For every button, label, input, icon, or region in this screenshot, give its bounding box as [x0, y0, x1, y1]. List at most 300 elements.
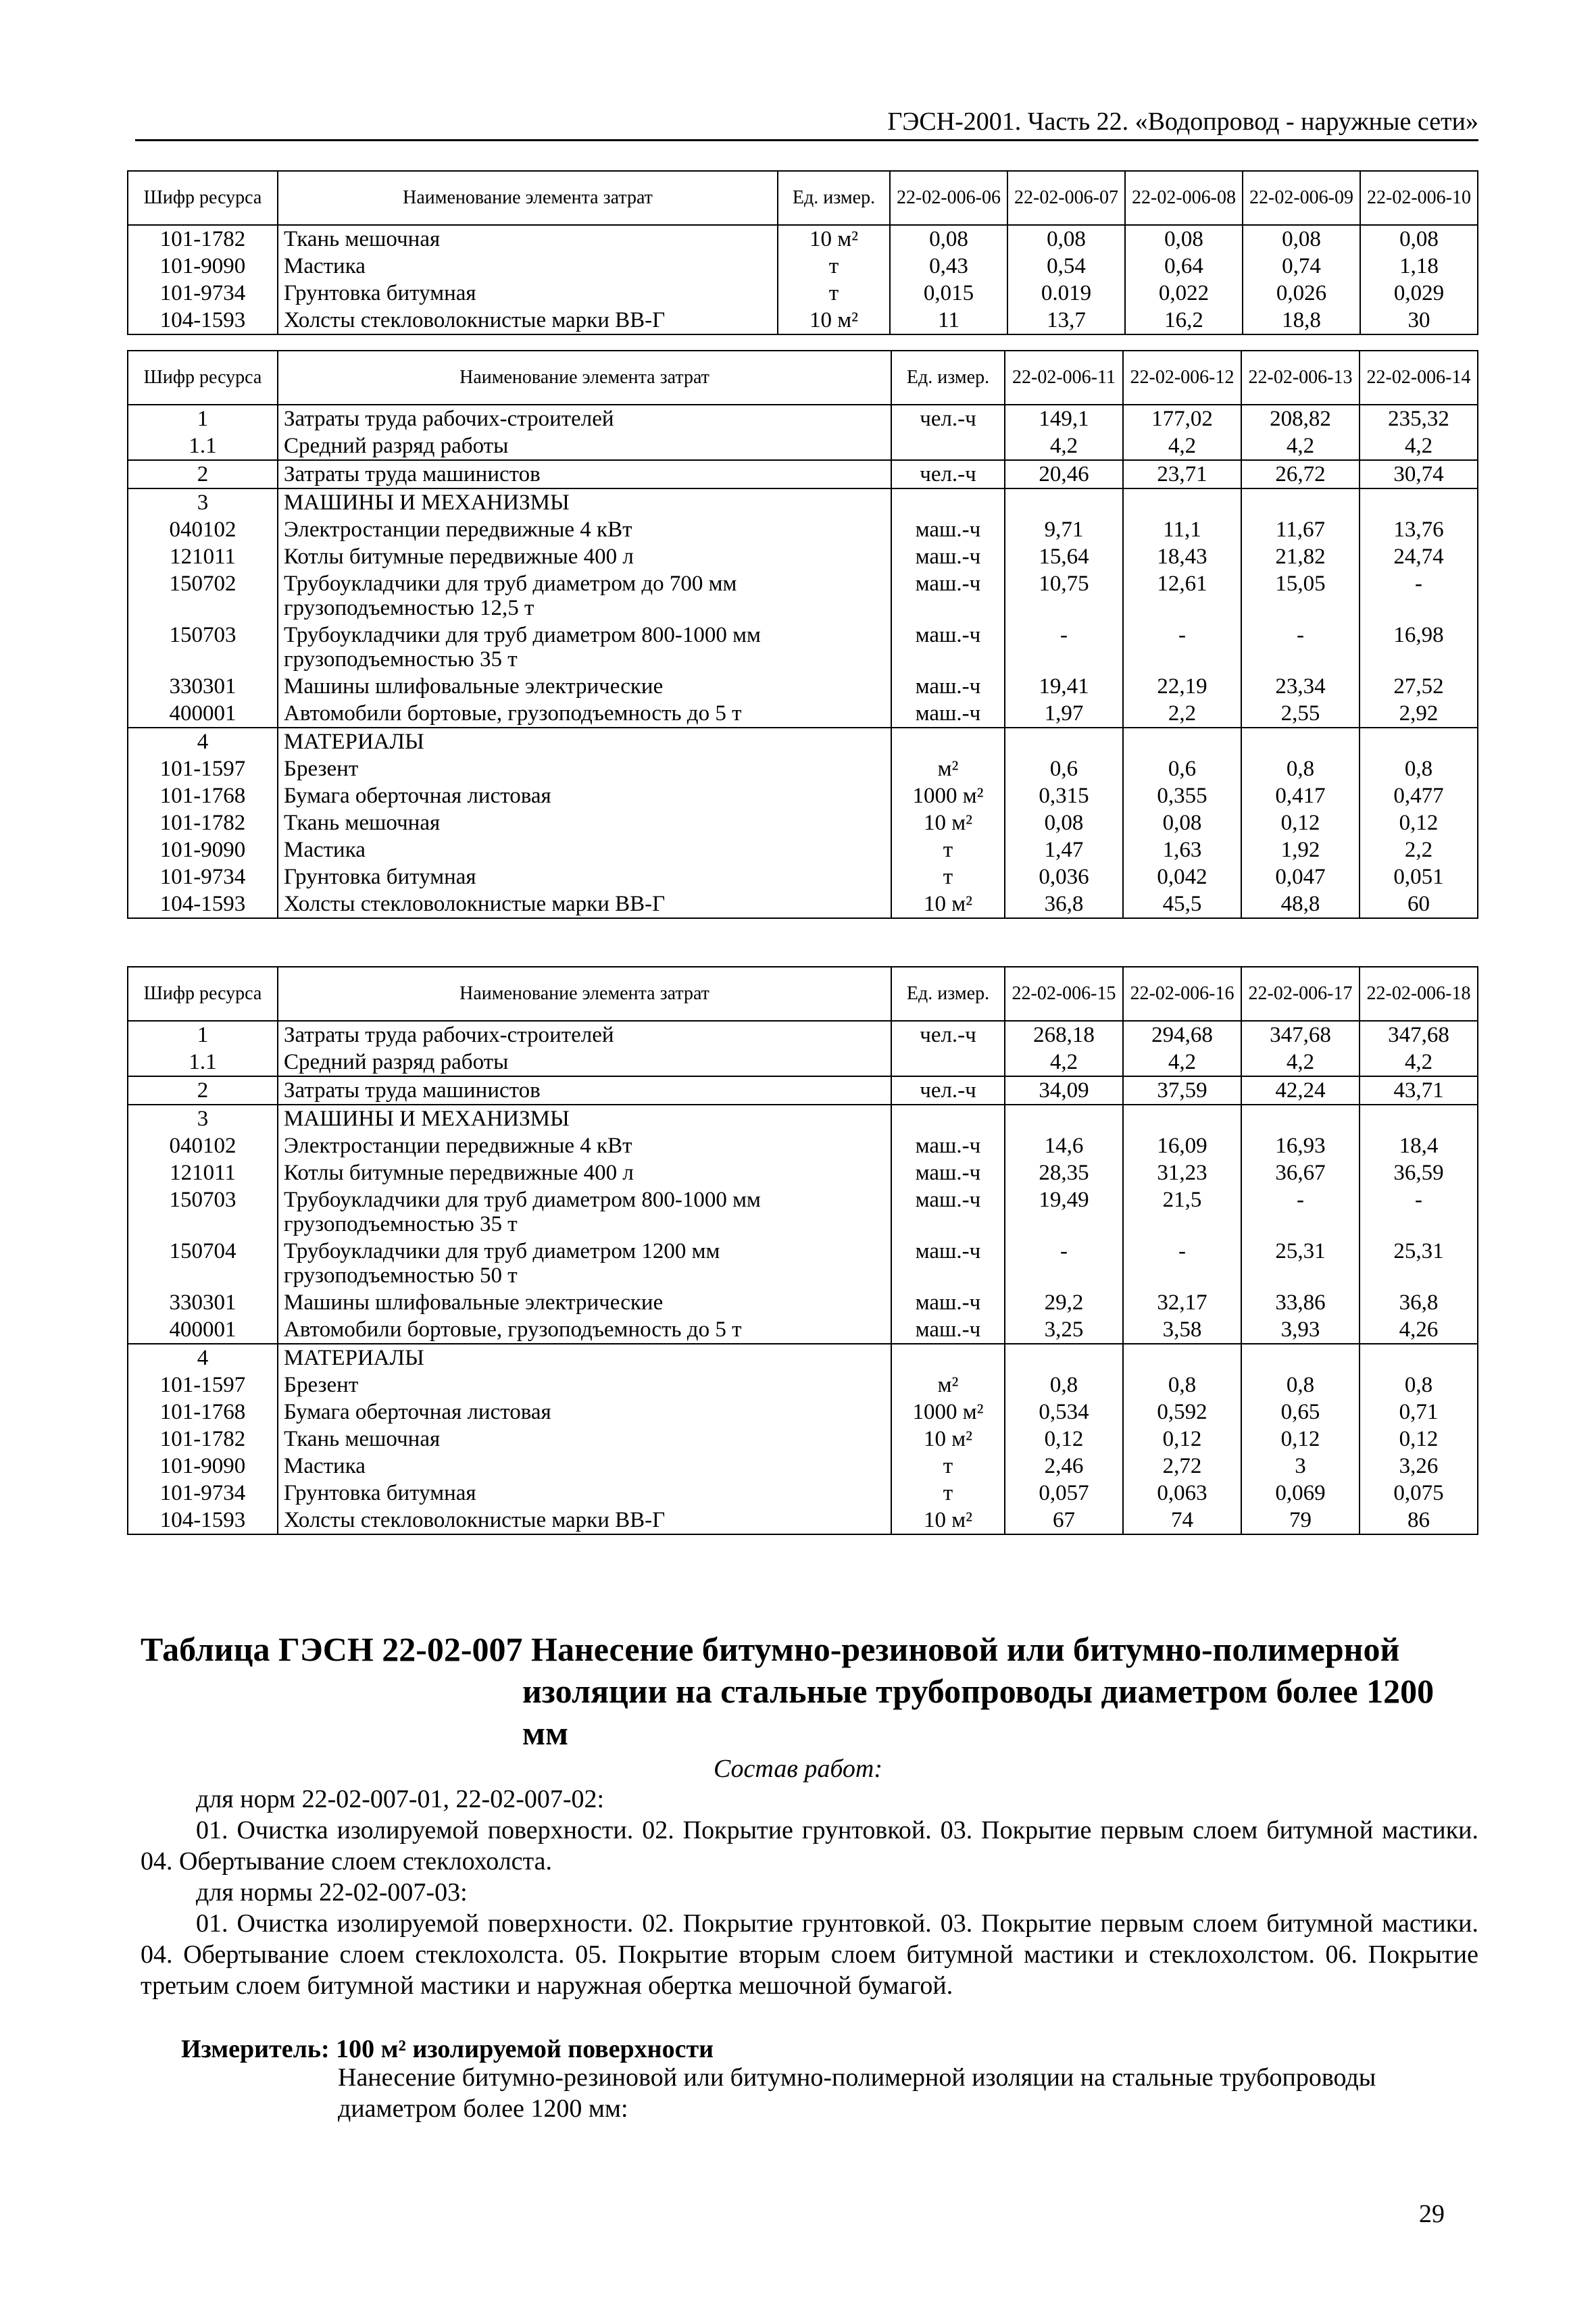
resource-name: МАШИНЫ И МЕХАНИЗМЫ [278, 488, 891, 516]
resource-name: Электростанции передвижные 4 кВт [278, 1132, 891, 1159]
norm-value [1241, 1105, 1360, 1132]
norm-value: 0,64 [1125, 253, 1243, 280]
norm-value: 12,61 [1123, 570, 1241, 622]
norm-value: 18,4 [1360, 1132, 1478, 1159]
resource-code: 1 [128, 1021, 278, 1049]
norm-value: 235,32 [1360, 405, 1478, 432]
norm-value: 16,93 [1241, 1132, 1360, 1159]
table-row [128, 1076, 1478, 1105]
norm-value: 0,8 [1360, 1372, 1478, 1399]
norm-value: 43,71 [1360, 1076, 1478, 1105]
unit-of-measure [891, 432, 1005, 460]
unit-of-measure: маш.-ч [891, 570, 1005, 622]
header-norm: 22-02-006-16 [1123, 967, 1241, 1021]
resource-name: Автомобили бортовые, грузоподъемность до 5 т [278, 1316, 891, 1344]
norm-value: 21,82 [1241, 543, 1360, 570]
norm-value: 15,05 [1241, 570, 1360, 622]
norm-value: 20,46 [1005, 460, 1123, 488]
norm-value [1360, 488, 1478, 516]
unit-of-measure: 10 м² [891, 1507, 1005, 1534]
norm-value: 2,55 [1241, 700, 1360, 728]
header-norm: 22-02-006-08 [1125, 171, 1243, 225]
norm-value: 2,92 [1360, 700, 1478, 728]
unit-of-measure: маш.-ч [891, 516, 1005, 543]
unit-of-measure [891, 488, 1005, 516]
norm-value: 4,2 [1005, 1049, 1123, 1076]
norm-value: 4,2 [1123, 432, 1241, 460]
resource-name: МАШИНЫ И МЕХАНИЗМЫ [278, 1105, 891, 1132]
section-title [141, 1628, 1478, 1754]
resource-name: Грунтовка битумная [278, 280, 778, 307]
table-row [128, 280, 1478, 307]
resource-name: Брезент [278, 1372, 891, 1399]
unit-of-measure: чел.-ч [891, 1076, 1005, 1105]
norm-value: 9,71 [1005, 516, 1123, 543]
table-row [128, 1021, 1478, 1049]
resource-name: Трубоукладчики для труб диаметром 1200 мм грузоподъемностью 50 т [278, 1238, 891, 1289]
resource-code: 400001 [128, 700, 278, 728]
header-norm: 22-02-006-18 [1360, 967, 1478, 1021]
resource-code: 3 [128, 488, 278, 516]
resource-code: 4 [128, 728, 278, 755]
resource-code: 2 [128, 1076, 278, 1105]
norm-value: 37,59 [1123, 1076, 1241, 1105]
norm-value: 13,76 [1360, 516, 1478, 543]
table-row [128, 1289, 1478, 1316]
table-row [128, 1238, 1478, 1289]
norm-value: 268,18 [1005, 1021, 1123, 1049]
norm-value: 48,8 [1241, 890, 1360, 918]
resource-code: 101-1768 [128, 1399, 278, 1426]
norm-value: 0,08 [1123, 809, 1241, 836]
table-row [128, 405, 1478, 432]
resource-name: Бумага оберточная листовая [278, 782, 891, 809]
table-row [128, 1344, 1478, 1372]
norm-value: 149,1 [1005, 405, 1123, 432]
norm-value: 4,26 [1360, 1316, 1478, 1344]
norm-value: 0,08 [1125, 225, 1243, 253]
table-row [128, 782, 1478, 809]
norm-value: 15,64 [1005, 543, 1123, 570]
unit-of-measure [891, 728, 1005, 755]
resource-code: 330301 [128, 1289, 278, 1316]
resource-code: 040102 [128, 516, 278, 543]
page-number: 29 [1419, 2200, 1445, 2228]
norm-value: 0,08 [1005, 809, 1123, 836]
header-norm: 22-02-006-09 [1243, 171, 1360, 225]
norm-value: 0,015 [890, 280, 1007, 307]
norm-value: 34,09 [1005, 1076, 1123, 1105]
norm-value: 67 [1005, 1507, 1123, 1534]
resource-name: Трубоукладчики для труб диаметром 800-1000 мм грузоподъемностью 35 т [278, 1186, 891, 1238]
table-row [128, 460, 1478, 488]
norm-value: 0,8 [1123, 1372, 1241, 1399]
norm-value: 0,8 [1005, 1372, 1123, 1399]
resource-name: Средний разряд работы [278, 1049, 891, 1076]
norm-value: 24,74 [1360, 543, 1478, 570]
norm-value: 29,2 [1005, 1289, 1123, 1316]
unit-of-measure: т [891, 1453, 1005, 1480]
header-name: Наименование элемента затрат [278, 351, 891, 405]
unit-of-measure: 1000 м² [891, 782, 1005, 809]
resource-name: Затраты труда рабочих-строителей [278, 1021, 891, 1049]
resource-name: Машины шлифовальные электрические [278, 1289, 891, 1316]
norm-value: 74 [1123, 1507, 1241, 1534]
norm-value: 13,7 [1007, 307, 1125, 334]
resource-table-1 [127, 170, 1478, 335]
norm-value: 36,8 [1360, 1289, 1478, 1316]
norm-value: 0,08 [890, 225, 1007, 253]
norm-value [1241, 488, 1360, 516]
section-title-line: Таблица ГЭСН 22-02-007 Нанесение битумно-резиновой или битумно-полимерной [141, 1630, 1400, 1668]
section-title-line: изоляции на стальные трубопроводы диаметром более 1200 мм [522, 1672, 1435, 1752]
table-row [128, 836, 1478, 863]
resource-table-3 [127, 966, 1478, 1535]
norm-value: 0,6 [1005, 755, 1123, 782]
resource-name: Ткань мешочная [278, 225, 778, 253]
norm-value: 0,047 [1241, 863, 1360, 890]
header-unit: Ед. измер. [891, 351, 1005, 405]
norm-value [1005, 728, 1123, 755]
resource-code: 040102 [128, 1132, 278, 1159]
norm-value: 16,09 [1123, 1132, 1241, 1159]
norm-value [1123, 1105, 1241, 1132]
resource-name: Грунтовка битумная [278, 863, 891, 890]
norm-value: 60 [1360, 890, 1478, 918]
norm-value: 0,057 [1005, 1480, 1123, 1507]
header-norm: 22-02-006-15 [1005, 967, 1123, 1021]
resource-code: 101-9090 [128, 836, 278, 863]
unit-of-measure: т [778, 253, 890, 280]
norm-value: 0,036 [1005, 863, 1123, 890]
unit-of-measure: маш.-ч [891, 673, 1005, 700]
norm-value: 4,2 [1360, 1049, 1478, 1076]
norm-value: 21,5 [1123, 1186, 1241, 1238]
unit-of-measure: 10 м² [891, 809, 1005, 836]
norm-value: 177,02 [1123, 405, 1241, 432]
unit-of-measure: маш.-ч [891, 1316, 1005, 1344]
table-row [128, 1507, 1478, 1534]
norm-value: 0,075 [1360, 1480, 1478, 1507]
unit-of-measure: маш.-ч [891, 1289, 1005, 1316]
norm-value: 79 [1241, 1507, 1360, 1534]
resource-code: 121011 [128, 543, 278, 570]
resource-code: 400001 [128, 1316, 278, 1344]
resource-code: 101-1768 [128, 782, 278, 809]
table-row [128, 755, 1478, 782]
resource-code: 1 [128, 405, 278, 432]
unit-of-measure: чел.-ч [891, 1021, 1005, 1049]
norm-value: 0,12 [1360, 809, 1478, 836]
norm-value: 0,08 [1360, 225, 1478, 253]
table-row [128, 700, 1478, 728]
norm-value: 10,75 [1005, 570, 1123, 622]
norm-value: 0,022 [1125, 280, 1243, 307]
resource-name: Бумага оберточная листовая [278, 1399, 891, 1426]
norm-value: 0,477 [1360, 782, 1478, 809]
unit-of-measure: м² [891, 1372, 1005, 1399]
norm-value: 0,71 [1360, 1399, 1478, 1426]
table-row [128, 570, 1478, 622]
resource-code: 101-9734 [128, 280, 278, 307]
resource-code: 3 [128, 1105, 278, 1132]
resource-name: Средний разряд работы [278, 432, 891, 460]
norm-value: 208,82 [1241, 405, 1360, 432]
norm-value: 31,23 [1123, 1159, 1241, 1186]
resource-code: 101-9734 [128, 863, 278, 890]
resource-name: Котлы битумные передвижные 400 л [278, 543, 891, 570]
norm-value: 28,35 [1005, 1159, 1123, 1186]
norm-value: 4,2 [1241, 1049, 1360, 1076]
norm-value: 0,65 [1241, 1399, 1360, 1426]
table-row [128, 1316, 1478, 1344]
norm-value: 0,8 [1241, 755, 1360, 782]
norm-value: 0,355 [1123, 782, 1241, 809]
table-row [128, 1453, 1478, 1480]
table-row [128, 488, 1478, 516]
resource-name: Трубоукладчики для труб диаметром 800-1000 мм грузоподъемностью 35 т [278, 622, 891, 673]
table-row [128, 1426, 1478, 1453]
resource-name: Электростанции передвижные 4 кВт [278, 516, 891, 543]
resource-name: Мастика [278, 1453, 891, 1480]
unit-of-measure: т [891, 836, 1005, 863]
table-row [128, 1132, 1478, 1159]
norm-value: 0,08 [1007, 225, 1125, 253]
resource-name: Затраты труда машинистов [278, 1076, 891, 1105]
measure-unit: Измеритель: 100 м² изолируемой поверхности [181, 2035, 714, 2063]
header-code: Шифр ресурса [128, 351, 278, 405]
table-row [128, 1159, 1478, 1186]
unit-of-measure: т [891, 1480, 1005, 1507]
norm-value: 1,63 [1123, 836, 1241, 863]
norm-value: 0,8 [1241, 1372, 1360, 1399]
resource-name: МАТЕРИАЛЫ [278, 728, 891, 755]
resource-table-2 [127, 350, 1478, 919]
norm-value: 26,72 [1241, 460, 1360, 488]
unit-of-measure: маш.-ч [891, 1238, 1005, 1289]
norm-value: - [1360, 1186, 1478, 1238]
resource-code: 104-1593 [128, 1507, 278, 1534]
works-composition-heading: Состав работ: [713, 1755, 883, 1783]
norm-value: 4,2 [1005, 432, 1123, 460]
unit-of-measure: м² [891, 755, 1005, 782]
header-norm: 22-02-006-13 [1241, 351, 1360, 405]
resource-name: Трубоукладчики для труб диаметром до 700 мм грузоподъемностью 12,5 т [278, 570, 891, 622]
unit-of-measure: т [778, 280, 890, 307]
norm-value: 0,6 [1123, 755, 1241, 782]
norm-value: 0,417 [1241, 782, 1360, 809]
unit-of-measure: маш.-ч [891, 1186, 1005, 1238]
header-norm: 22-02-006-14 [1360, 351, 1478, 405]
table-row [128, 1105, 1478, 1132]
norm-value: 294,68 [1123, 1021, 1241, 1049]
resource-name: Мастика [278, 836, 891, 863]
norm-value: 3,93 [1241, 1316, 1360, 1344]
norm-value: 19,41 [1005, 673, 1123, 700]
norm-value: 0,315 [1005, 782, 1123, 809]
norm-value: 1,18 [1360, 253, 1478, 280]
resource-code: 101-9734 [128, 1480, 278, 1507]
unit-of-measure: 1000 м² [891, 1399, 1005, 1426]
resource-code: 104-1593 [128, 890, 278, 918]
norm-value: 16,2 [1125, 307, 1243, 334]
header-code: Шифр ресурса [128, 171, 278, 225]
norm-value: 11,1 [1123, 516, 1241, 543]
resource-name: Затраты труда машинистов [278, 460, 891, 488]
table-row [128, 1049, 1478, 1076]
norm-value: - [1241, 622, 1360, 673]
table-row [128, 432, 1478, 460]
norm-value: 4,2 [1241, 432, 1360, 460]
norm-value: 0,43 [890, 253, 1007, 280]
resource-name: Грунтовка битумная [278, 1480, 891, 1507]
norm-value: 27,52 [1360, 673, 1478, 700]
table-row [128, 1186, 1478, 1238]
resource-code: 121011 [128, 1159, 278, 1186]
table-row [128, 1372, 1478, 1399]
table-row [128, 516, 1478, 543]
unit-of-measure [891, 1049, 1005, 1076]
header-norm: 22-02-006-07 [1007, 171, 1125, 225]
norm-value: 347,68 [1360, 1021, 1478, 1049]
table-row [128, 728, 1478, 755]
norm-value: - [1360, 570, 1478, 622]
norm-value: 18,43 [1123, 543, 1241, 570]
norm-value [1123, 488, 1241, 516]
norm-value [1123, 728, 1241, 755]
resource-code: 150704 [128, 1238, 278, 1289]
norm-value: - [1005, 622, 1123, 673]
norm-value: 0,8 [1360, 755, 1478, 782]
unit-of-measure [891, 1105, 1005, 1132]
norm-value: 16,98 [1360, 622, 1478, 673]
resource-code: 101-9090 [128, 253, 278, 280]
resource-code: 1.1 [128, 432, 278, 460]
resource-name: Мастика [278, 253, 778, 280]
norm-value: 0,74 [1243, 253, 1360, 280]
norm-value: 36,67 [1241, 1159, 1360, 1186]
norm-value: - [1005, 1238, 1123, 1289]
norm-value: 0,063 [1123, 1480, 1241, 1507]
norm-value: 25,31 [1360, 1238, 1478, 1289]
header-unit: Ед. измер. [778, 171, 890, 225]
norm-value: 14,6 [1005, 1132, 1123, 1159]
resource-code: 2 [128, 460, 278, 488]
resource-name: Ткань мешочная [278, 1426, 891, 1453]
norm-value: 22,19 [1123, 673, 1241, 700]
resource-code: 150702 [128, 570, 278, 622]
unit-of-measure: маш.-ч [891, 700, 1005, 728]
resource-code: 150703 [128, 622, 278, 673]
norm-value: 23,34 [1241, 673, 1360, 700]
header-name: Наименование элемента затрат [278, 171, 778, 225]
norm-value: 0.019 [1007, 280, 1125, 307]
norm-value: 0,12 [1360, 1426, 1478, 1453]
resource-code: 4 [128, 1344, 278, 1372]
norm-value: 4,2 [1360, 432, 1478, 460]
norm-value: 42,24 [1241, 1076, 1360, 1105]
norm-value: 0,534 [1005, 1399, 1123, 1426]
norm-value: 0,029 [1360, 280, 1478, 307]
norm-value [1360, 1344, 1478, 1372]
norm-value: 19,49 [1005, 1186, 1123, 1238]
resource-code: 1.1 [128, 1049, 278, 1076]
norm-value: 3,26 [1360, 1453, 1478, 1480]
unit-of-measure: маш.-ч [891, 622, 1005, 673]
resource-code: 101-1597 [128, 755, 278, 782]
resource-name: Холсты стекловолокнистые марки ВВ-Г [278, 1507, 891, 1534]
resource-code: 101-1597 [128, 1372, 278, 1399]
norm-value: 0,12 [1123, 1426, 1241, 1453]
norm-value: 0,12 [1241, 1426, 1360, 1453]
norm-value: 18,8 [1243, 307, 1360, 334]
norm-value [1005, 488, 1123, 516]
unit-of-measure: чел.-ч [891, 405, 1005, 432]
header-unit: Ед. измер. [891, 967, 1005, 1021]
header-norm: 22-02-006-12 [1123, 351, 1241, 405]
unit-of-measure: маш.-ч [891, 1132, 1005, 1159]
page-header: ГЭСН-2001. Часть 22. «Водопровод - наружные сети» [135, 107, 1478, 141]
table-row [128, 809, 1478, 836]
norm-value: 45,5 [1123, 890, 1241, 918]
resource-code: 101-9090 [128, 1453, 278, 1480]
resource-code: 330301 [128, 673, 278, 700]
unit-of-measure: 10 м² [891, 890, 1005, 918]
header-norm: 22-02-006-10 [1360, 171, 1478, 225]
norm-value: 0,54 [1007, 253, 1125, 280]
norm-value: - [1241, 1186, 1360, 1238]
table-row [128, 543, 1478, 570]
norm-value: 2,46 [1005, 1453, 1123, 1480]
unit-of-measure: маш.-ч [891, 543, 1005, 570]
norm-value: 0,12 [1005, 1426, 1123, 1453]
norm-value: 36,8 [1005, 890, 1123, 918]
header-norm: 22-02-006-17 [1241, 967, 1360, 1021]
norm-value [1360, 1105, 1478, 1132]
norm-value: 0,069 [1241, 1480, 1360, 1507]
resource-name: Холсты стекловолокнистые марки ВВ-Г [278, 307, 778, 334]
unit-of-measure: чел.-ч [891, 460, 1005, 488]
norm-value: 1,97 [1005, 700, 1123, 728]
norms-label-1: для норм 22-02-007-01, 22-02-007-02: [196, 1785, 605, 1813]
resource-name: Автомобили бортовые, грузоподъемность до 5 т [278, 700, 891, 728]
norm-value: 36,59 [1360, 1159, 1478, 1186]
resource-code: 104-1593 [128, 307, 278, 334]
unit-of-measure: маш.-ч [891, 1159, 1005, 1186]
norm-value: 1,92 [1241, 836, 1360, 863]
table-row [128, 307, 1478, 334]
resource-name: Брезент [278, 755, 891, 782]
norm-value: 0,026 [1243, 280, 1360, 307]
norm-value: - [1123, 1238, 1241, 1289]
norm-value: - [1123, 622, 1241, 673]
norm-value: 30,74 [1360, 460, 1478, 488]
norm-value [1123, 1344, 1241, 1372]
norm-value: 3 [1241, 1453, 1360, 1480]
table-row [128, 673, 1478, 700]
norm-value: 1,47 [1005, 836, 1123, 863]
resource-name: Машины шлифовальные электрические [278, 673, 891, 700]
resource-code: 101-1782 [128, 225, 278, 253]
resource-code: 150703 [128, 1186, 278, 1238]
header-code: Шифр ресурса [128, 967, 278, 1021]
norms-label-2: для нормы 22-02-007-03: [196, 1878, 468, 1907]
resource-code: 101-1782 [128, 1426, 278, 1453]
unit-of-measure: 10 м² [891, 1426, 1005, 1453]
table-row [128, 622, 1478, 673]
norm-value [1241, 1344, 1360, 1372]
norm-value: 4,2 [1123, 1049, 1241, 1076]
